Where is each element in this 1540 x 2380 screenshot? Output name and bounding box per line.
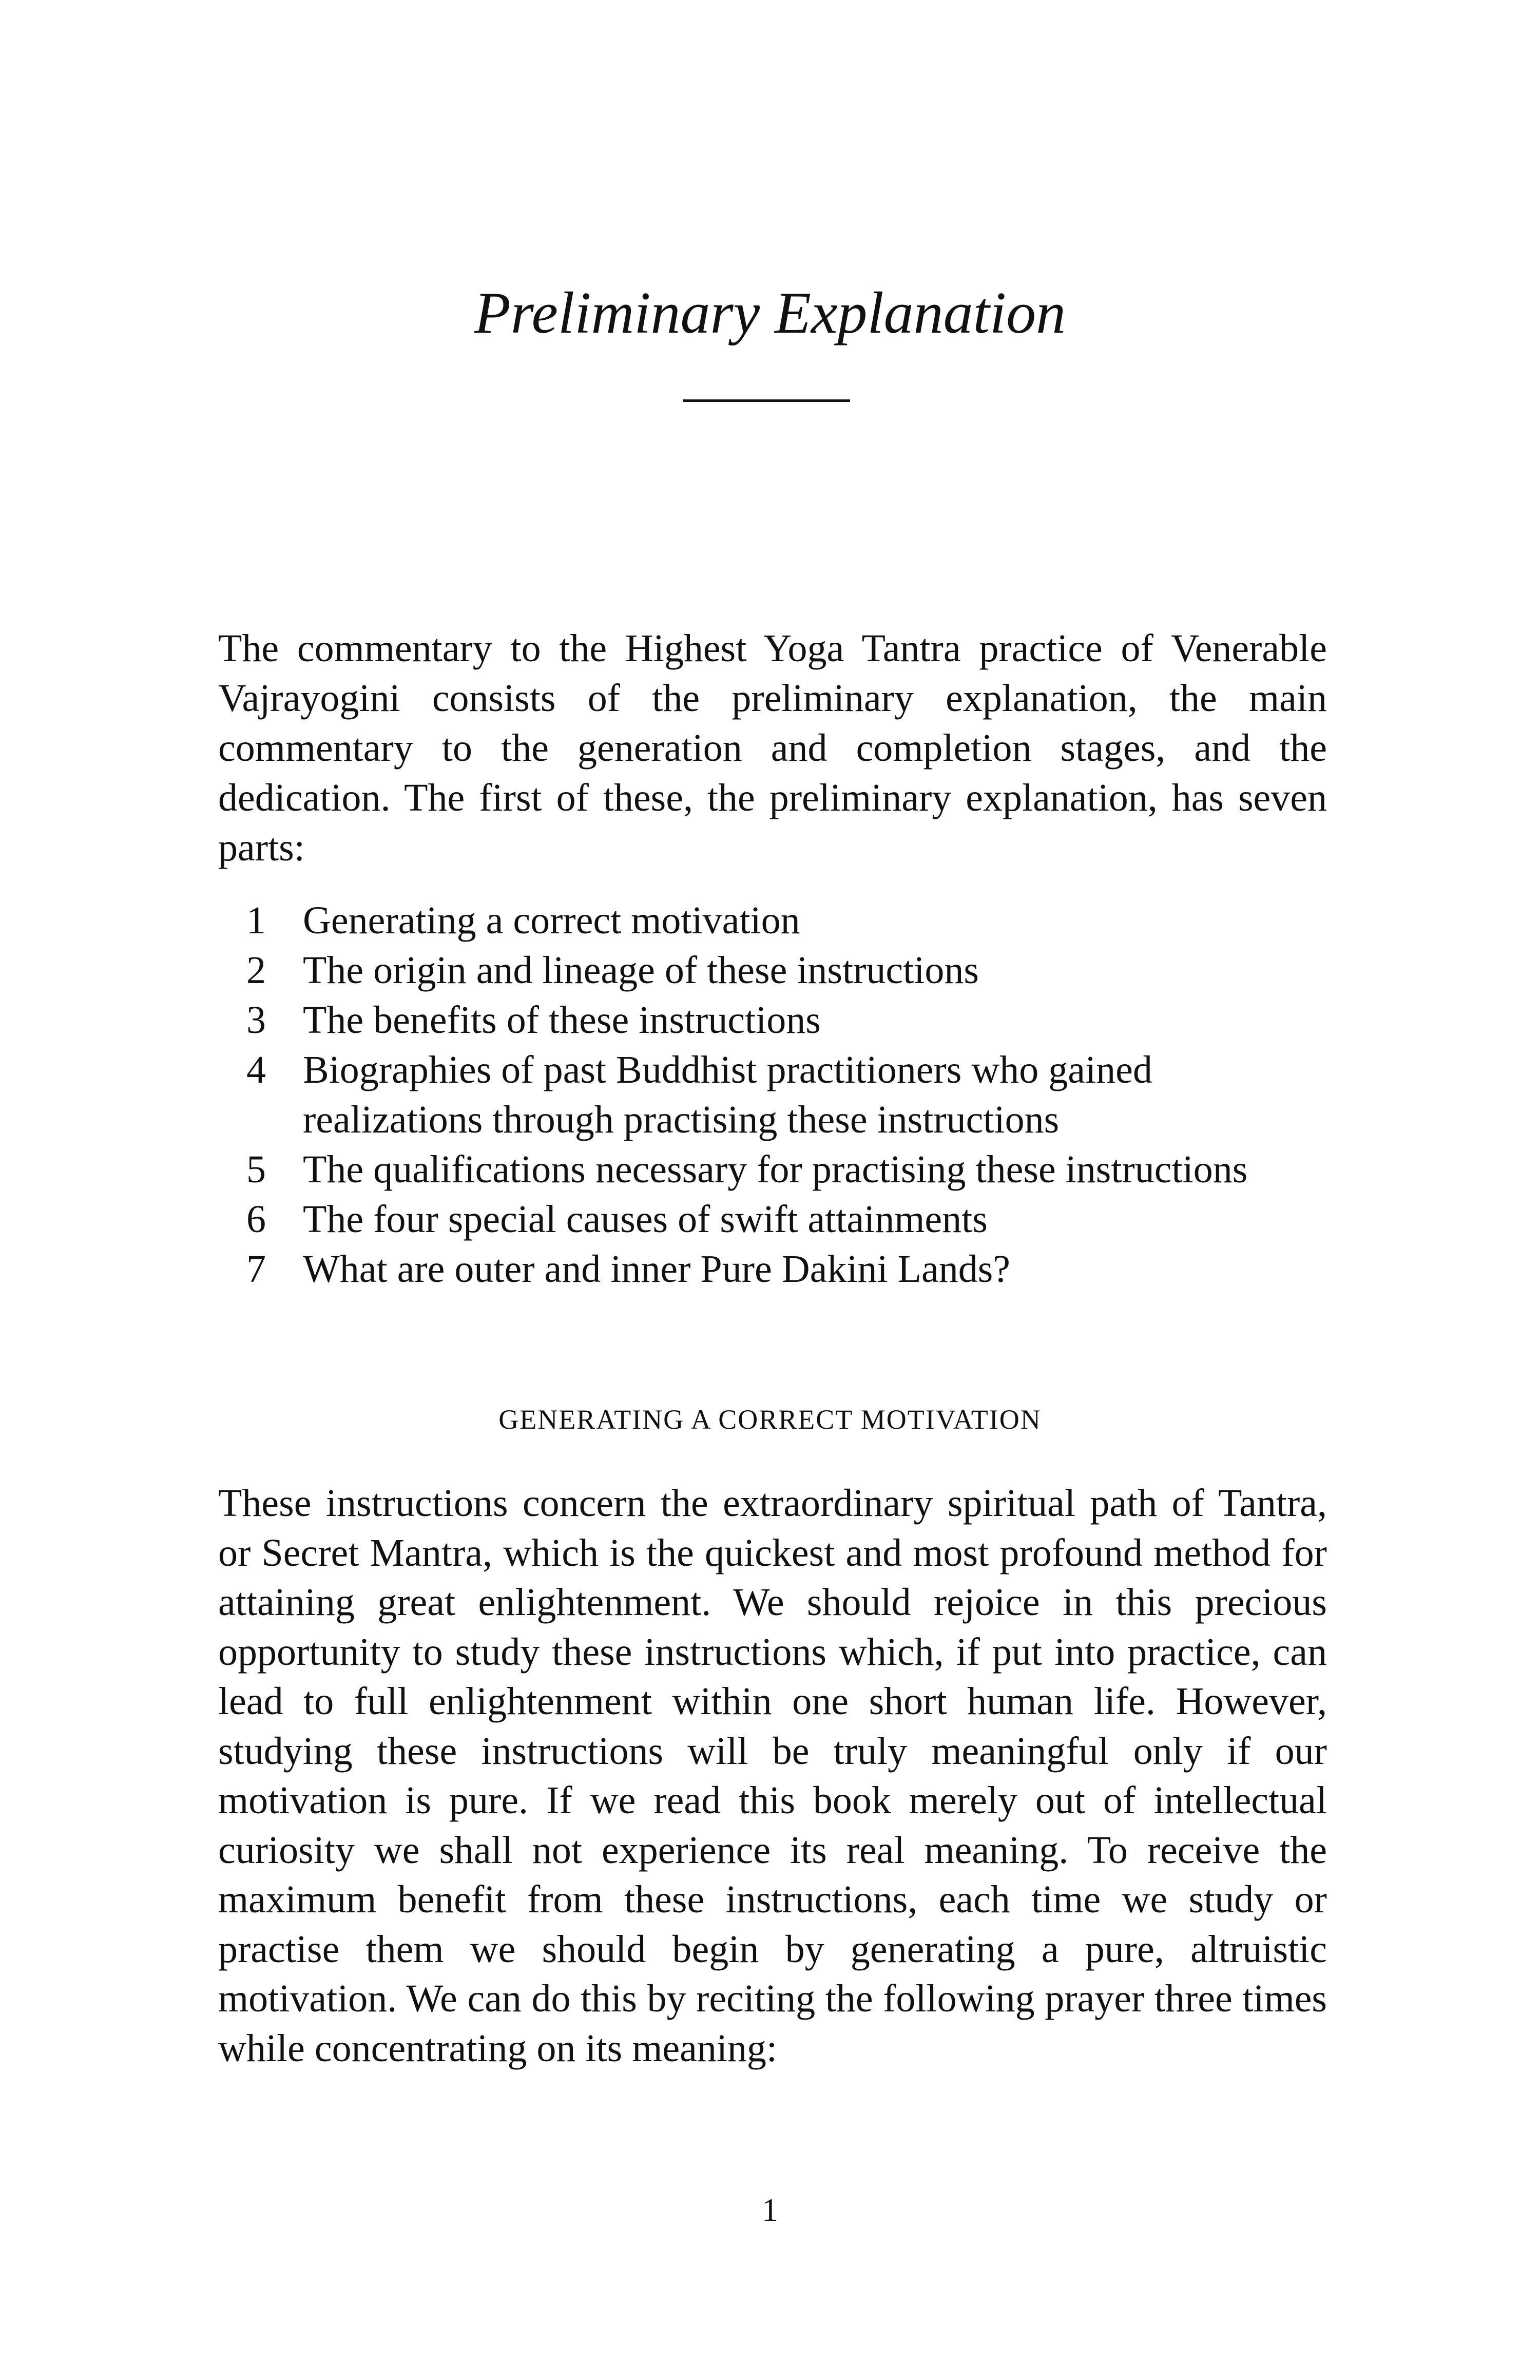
list-item-text: The qualifications necessary for practising these instructions: [303, 1148, 1248, 1191]
intro-paragraph: The commentary to the Highest Yoga Tantra practice of Venerable Vajrayogini consists of the preliminary explanation, the main commentary to the generation and completion stages, and the dedication. The first of these, the preliminary explanation, has seven parts:: [218, 627, 1327, 869]
list-item-text: What are outer and inner Pure Dakini Lands?: [303, 1247, 1011, 1291]
list-item: [246, 896, 1335, 946]
list-item: [246, 1145, 1335, 1195]
section-heading: GENERATING A CORRECT MOTIVATION: [498, 1404, 1042, 1435]
list-item: [246, 1045, 1335, 1145]
list-item-number: 5: [246, 1148, 266, 1191]
title-underline-rule: [683, 399, 850, 402]
list-item: [246, 1195, 1335, 1244]
list-item-text: Generating a correct motivation: [303, 899, 800, 942]
page-number: 1: [762, 2192, 778, 2228]
list-item-number: 6: [246, 1198, 266, 1241]
list-item: [246, 1244, 1335, 1294]
list-item-number: 1: [246, 899, 266, 942]
list-item-number: 7: [246, 1247, 266, 1291]
list-item-text: The origin and lineage of these instructions: [303, 949, 979, 992]
list-item-text: Biographies of past Buddhist practitioners who gained realizations through practising these instructions: [303, 1048, 1152, 1141]
list-item: [246, 995, 1335, 1045]
list-item-number: 3: [246, 999, 266, 1042]
list-item-number: 2: [246, 949, 266, 992]
list-item-number: 4: [246, 1048, 266, 1091]
list-item-text: The four special causes of swift attainments: [303, 1198, 988, 1241]
list-item-text: The benefits of these instructions: [303, 999, 821, 1042]
section-paragraph: These instructions concern the extraordinary spiritual path of Tantra, or Secret Mantra, which is the quickest and most profound method for attaining great enlightenment. We should rejoice in this precious opportunity to study these instructions which, if put into practice, can lead to full enlightenment within one short human life. However, studying these instructions will be truly meaningful only if our motivation is pure. If we read this book merely out of intellectual curiosity we shall not experience its real meaning. To receive the maximum benefit from these instructions, each time we study or practise them we should begin by generating a pure, altruistic motivation. We can do this by reciting the following prayer three times while concentrating on its meaning:: [218, 1482, 1327, 2070]
contents-list: [246, 896, 1335, 1294]
chapter-title: Preliminary Explanation: [474, 280, 1066, 346]
list-item: [246, 946, 1335, 995]
